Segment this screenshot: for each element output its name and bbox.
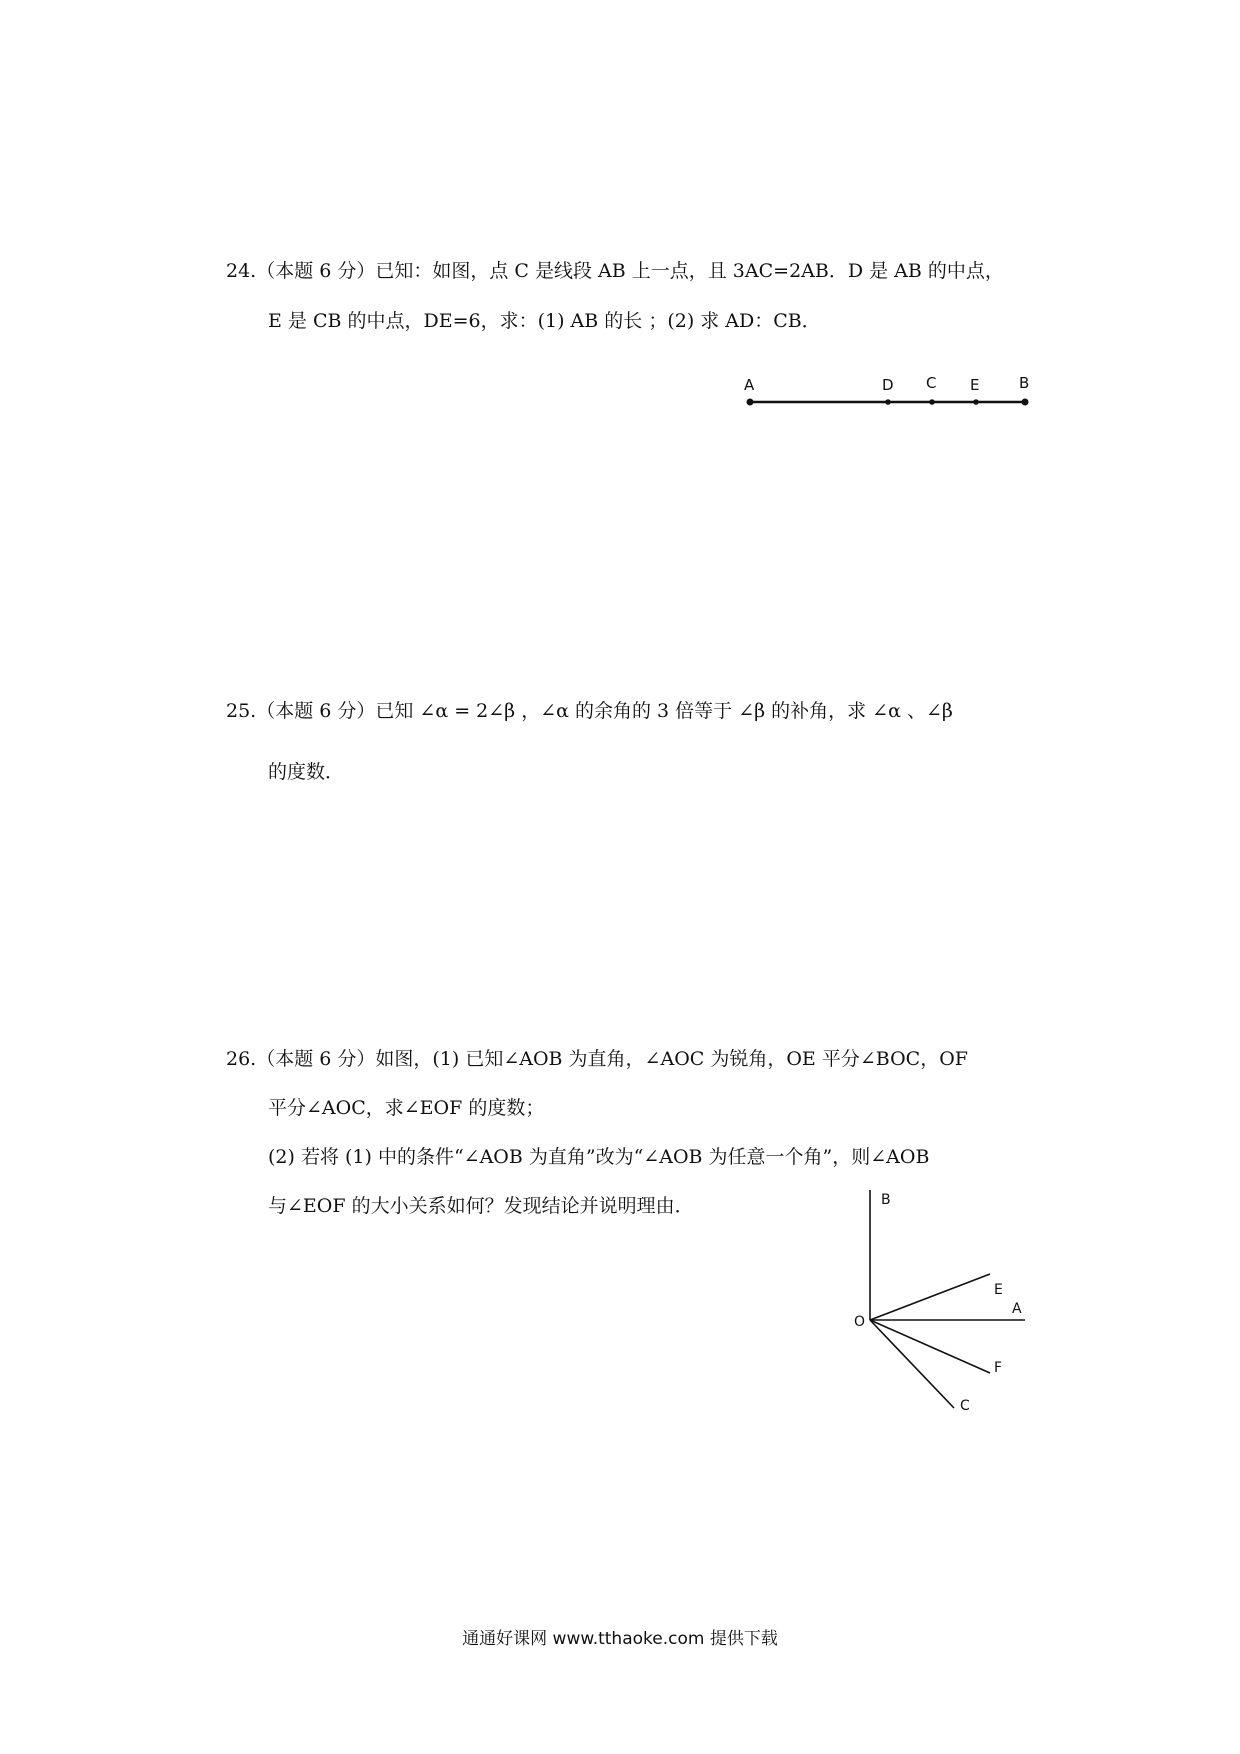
point-d: [885, 399, 891, 405]
label-b: B: [881, 1192, 891, 1208]
footer-credit: 通通好课网 www.tthaoke.com 提供下载: [462, 1629, 778, 1649]
q26-angle-figure: [850, 1180, 1050, 1420]
label-a: A: [744, 376, 755, 394]
label-e: E: [994, 1282, 1003, 1298]
ray-oe: [870, 1274, 990, 1320]
q25-line1: 25.（本题 6 分）已知 ∠α = 2∠β ，∠α 的余角的 3 倍等于 ∠β 的补角，求 ∠α 、∠β: [226, 700, 953, 722]
label-f: F: [994, 1360, 1003, 1376]
q26-line3: (2) 若将 (1) 中的条件“∠AOB 为直角”改为“∠AOB 为任意一个角”，则∠AOB: [268, 1146, 930, 1168]
q26-line2: 平分∠AOC，求∠EOF 的度数；: [268, 1097, 545, 1119]
ray-oc: [870, 1320, 954, 1408]
q26-line4: 与∠EOF 的大小关系如何？发现结论并说明理由．: [268, 1195, 694, 1217]
label-c: C: [960, 1398, 970, 1414]
ray-of: [870, 1320, 990, 1373]
label-d: D: [882, 376, 894, 394]
q24-line-segment-figure: [730, 368, 1030, 418]
q26-line1: 26.（本题 6 分）如图，(1) 已知∠AOB 为直角，∠AOC 为锐角，OE 平分∠BOC，OF: [226, 1048, 968, 1070]
label-o: O: [854, 1314, 866, 1330]
label-b: B: [1019, 374, 1030, 392]
q24-line2: E 是 CB 的中点，DE=6，求：(1) AB 的长 ；(2) 求 AD：CB．: [268, 310, 821, 332]
point-a: [747, 399, 754, 406]
label-e: E: [970, 376, 980, 394]
label-a: A: [1012, 1301, 1022, 1317]
label-c: C: [926, 374, 937, 392]
q25-line2: 的度数．: [268, 761, 345, 783]
q24-line1: 24.（本题 6 分）已知：如图，点 C 是线段 AB 上一点，且 3AC=2AB．D 是 AB 的中点，: [226, 260, 1004, 282]
point-e: [973, 399, 979, 405]
point-b: [1022, 399, 1029, 406]
point-c: [929, 399, 935, 405]
